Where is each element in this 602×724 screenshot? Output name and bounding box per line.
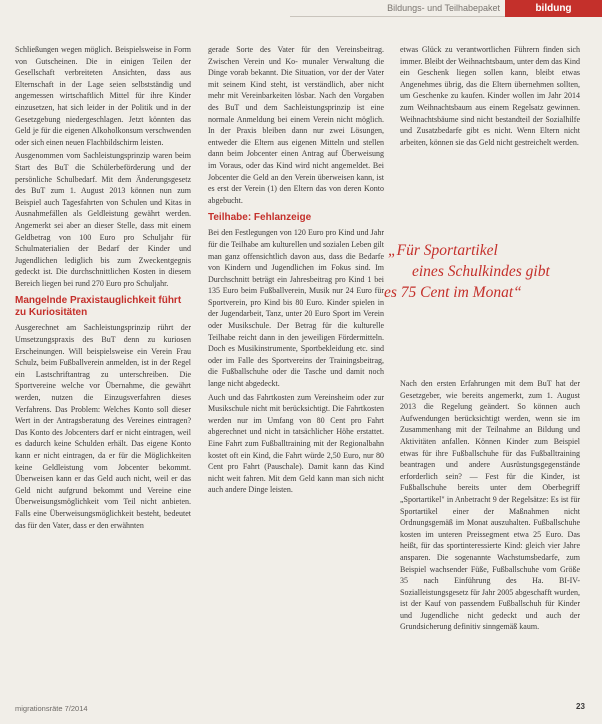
section-rubric: Bildungs- und Teilhabepaket [387,3,500,13]
paragraph: gerade Sorte des Vater für den Vereinsbeitrag. Zwischen Verein und Ko- munaler Verwaltung die Dinge vorab bekannt. Die Situation, vor der der Vater mit seinem Kind steht, ist verständlich, aber nicht mehr mit Vereinbarkeiten lösbar. Nach den Vorgaben des BuT und dem Sachleistungsprinzip ist eine normale Anmeldung bei einem Verein nicht möglich. In der Praxis bleiben dann nur zwei Lösungen, entweder die Eltern aus eigenen Mitteln und stellen dann beim Jobcenter einen Antrag auf Überweisung im Voraus, oder das Kind wird nicht angemeldet. Bei Jobcenter die Geld an den Verein überweisen kann, ist es erst der Verein (1) den Eltern das von deren Konto abgebucht. [208,45,384,205]
pull-quote [384,240,590,303]
section-tab: bildung [505,0,602,17]
text-column-3-bottom [400,378,580,703]
paragraph: Auch und das Fahrtkosten zum Vereinsheim oder zur Musikschule nicht mit berücksichtigt. Die Fahrtkosten werden nur im Umfang von 80 Cent pro Fahrt abgerechnet und nicht in tatsächlicher Höhe erstattet. Eine Fahrt zum Fußballtraining mit der Regionalbahn kostet oft ein Kind, die Fahrt würde 2,50 Euro, nur 80 Cent pro Fahrt (Pauschale). Damit kann das Kind nicht weit fahren. Mit dem Geld kann man sich nicht auch andere Dinge leisten. [208,392,384,495]
subheading: Mangelnde Praxistauglichkeit führt zu Kuriositäten [15,295,182,319]
text-column-3-top [400,44,580,199]
pull-quote-line: es 75 Cent im Monat“ [384,284,522,301]
paragraph: Nach den ersten Erfahrungen mit dem BuT hat der Gesetzgeber, wie bereits angemerkt, zum 1. August 2013 die Regelung geändert. So können auch Aufwendungen berücksichtigt werden, wenn sie im Zusammenhang mit der Teilnahme an Bildung und Aktivitäten anfallen. Können Kinder zum Beispiel etwas für ihre Fußballschuhe für das Fußballtraining beantragen und andere Ausrüstungsgegenstände erforderlich sein? — Fest für die Kinder, ist Fußballschuhe bereits unter dem Oberbegriff „Sportartikel" in Anbetracht 9 der Regelsätze: Es ist für Sportartikel einer der Maßnahmen nicht Ordnungsgemäß im Monat auszuhalten. Fußballschuhe kosten im unteren Preissegment etwa 25 Euro. Das heißt, für das sportinteressierte Kind: gleich vier Jahre ansparen. Die sogenannte Wachstumsbedarfe, zum Beispiel wachsender Füße, Fußballschuhe vom Größe 35 nach Einführung des Ha. BI-IV-Sozialleistungsgesetz für Jahr 2005 abgeschafft wurden, ist der Kauf von passendem Fußballschuh für Kinder und Jugendliche nicht gedeckt und auch der Grundsicherung definitiv sinngemäß kaum. [400,379,580,632]
paragraph: etwas Glück zu verantwortlichen Führern finden sich immer. Bleibt der Weihnachtsbaum, unter dem das Kind ein Geschenk liegen sollen kann, bleibt etwas Angenehmes übrig, das die Eltern übernehmen sollten, um Geschenke zu kaufen. Kinder wollen im Jahr 2014 zum Weihnachtsbaum aus einem Regelsatz gewinnen. Weihnachtsbäume sind nicht bestandteil der Sozialhilfe und Zusatzbedarfe gibt es nicht. Wenn Eltern nicht arbeiten, können sie das Geld nicht gestreichelt werden. [400,45,580,147]
paragraph: Ausgenommen vom Sachleistungsprinzip waren beim Start des BuT die Schülerbeförderung und der persönliche Schulbedarf. Mit dem Änderungsgesetz des BuT zum 1. August 2013 können nun zum Beispiel auch Tagesfahrten von Schulen und Kitas in Ausnahmefällen als Geldleistung gewährt werden. Angemerkt sei aber an dieser Stelle, dass mit einem Geldbetrag von 100 Euro pro Schuljahr für Schulmaterialien der Bedarf der Kinder und Jugendlichen lediglich bis zum Zweckentgegnis gedeckt ist. Die durchschnittlichen Kosten in diesem Bereich liegen bei rund 270 Euro pro Schuljahr. [15,151,191,288]
subheading: Teilhabe: Fehlanzeige [208,212,312,224]
text-column-2 [208,44,384,704]
text-column-1 [15,44,191,704]
page-number: 23 [576,702,585,711]
pull-quote-line: eines Schulkindes gibt [412,263,550,280]
paragraph: Bei den Festlegungen von 120 Euro pro Kind und Jahr für die Teilhabe am kulturellen und sozialen Leben gilt man ganz offensichtlich davon aus, dass die Bedarfe von Kindern und Jugendlichen im Fokus sind. Im Durchschnitt beträgt ein Jahresbeitrag pro Kind 1 bei 135 Euro beim Fußballverein, Musik nur 24 Euro für Sportverein, pro Kind bis 80 Euro. Kinder spielen in der Jugendarbeit, Tanz, unter 20 Euro Sport im Verein oder Musikschule. Der Betrag für die kulturelle Teilhabe reicht dann in den jeweiligen Fördermitteln. Doch es Musikinstrumente, Sportbekleidung etc. sind oder im Falle des Sportvereins der Trainingsbeitrag, die Fußballschuhe oder die Tasche und damit noch lange nicht abgedeckt. [208,228,384,389]
publication-footer: migrationsräte 7/2014 [15,704,88,713]
pull-quote-line: „Für Sportartikel [388,242,498,259]
paragraph: Ausgerechnet am Sachleistungsprinzip rührt der Umsetzungspraxis des BuT denn zu kuriosen Erscheinungen. Will beispielsweise ein Verein Frau Schulz, beim Fußballverein anmelden, ist in der Regel ein Lastschriftantrag zu unterschreiben. Die Sportvereine welche vor Übernahme, die gewährt werden, nutzen die Einzugsverfahren dieses Verfahrens. Das Problem: Welches Konto soll dieser Wert in der Antragsberatung des Vereines eintragen? Das Konto des Jobcenters darf er nicht eintragen, weil es dadurch keine Schulden erhält. Das eigene Konto kann er nicht eintragen, da er für die Möglichkeiten keine Geldleistung vom Jobcenter bekommt. Überweisen kann er das Geld auch nicht, weil er das Geld nicht aufgrund bekommt und Vereine eine Überweisungsmöglichkeit vom Teil nicht anbieten. Falls eine Überweisungsmöglichkeit besteht, bedeutet das für den Vater, dass er den erwähnten [15,323,191,530]
paragraph: Schließungen wegen möglich. Beispielsweise in Form von Gutscheinen. Die in einigen Teilen der Gesellschaft verbreiteten Ansichten, dass aus Elternschaft in der Lage seien selbstständig und angemessen wirtschaftlich Mittel für ihre Kinder einzusetzen, hat sich leider in der Politik und in der Gesetzgebung niedergeschlagen. Jetzt könnten das Geld je für die eigenen Alkoholkonsum verschwenden oder sich einen neuen Flachbildschirm leisten. [15,45,191,147]
